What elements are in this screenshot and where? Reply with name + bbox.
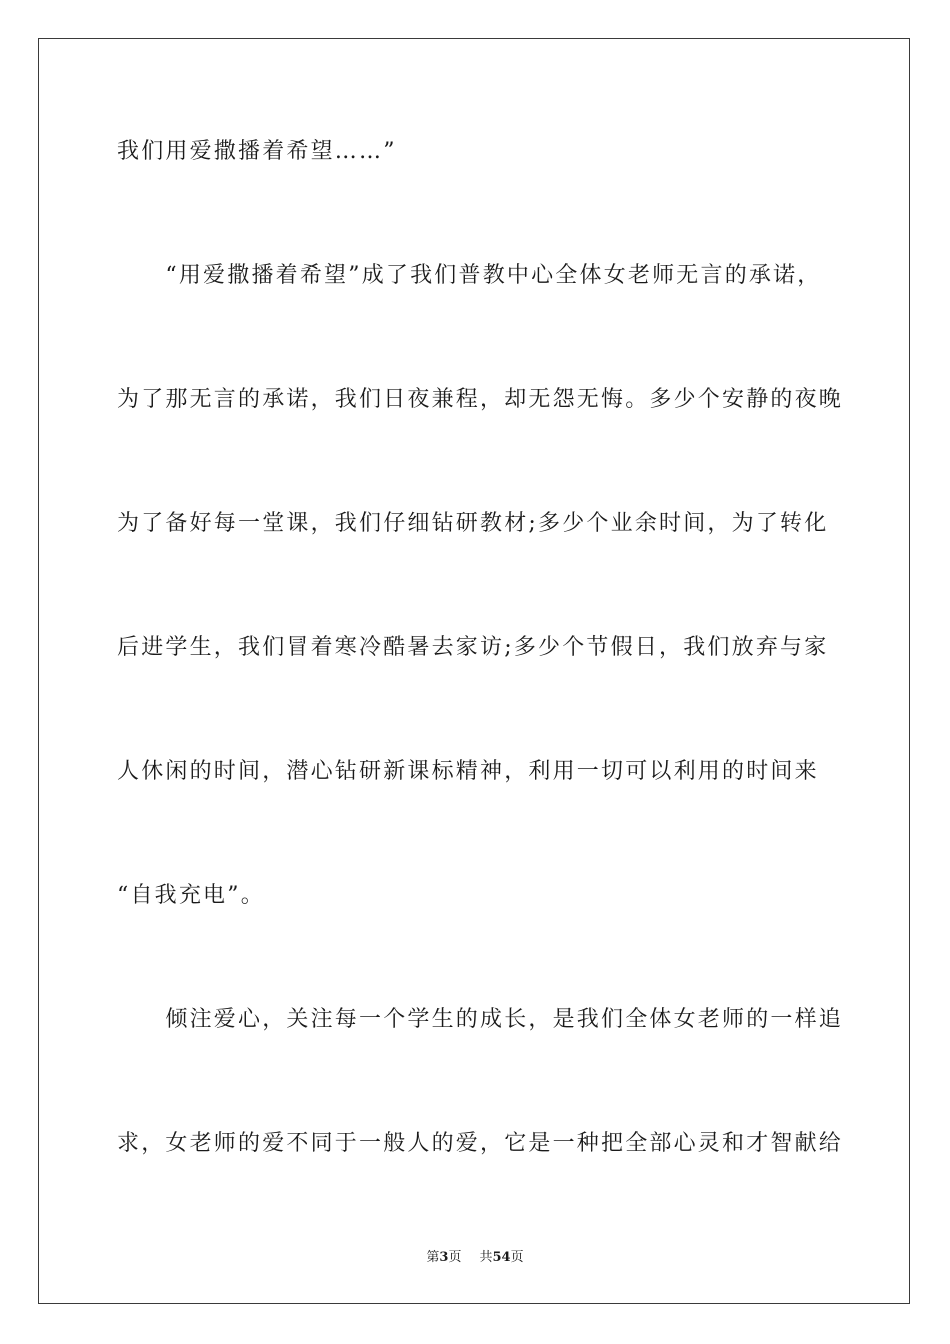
body-text-line-7: “自我充电”。 xyxy=(117,883,265,908)
body-text-line-2: “用爱撒播着希望”成了我们普教中心全体女老师无言的承诺， xyxy=(117,263,822,288)
page-number: 3 xyxy=(439,1250,449,1265)
total-prefix: 共 xyxy=(479,1250,493,1265)
body-text-line-8: 倾注爱心，关注每一个学生的成长，是我们全体女老师的一样追 xyxy=(117,1007,844,1032)
total-suffix: 页 xyxy=(510,1250,524,1265)
page-suffix: 页 xyxy=(448,1250,462,1265)
body-text-line-5: 后进学生，我们冒着寒冷酷暑去家访;多少个节假日，我们放弃与家 xyxy=(117,635,829,660)
body-text-line-1: 我们用爱撒播着希望……” xyxy=(117,139,397,164)
body-text-line-9: 求，女老师的爱不同于一般人的爱，它是一种把全部心灵和才智献给 xyxy=(117,1131,844,1156)
total-pages: 54 xyxy=(492,1250,511,1265)
body-text-line-6: 人休闲的时间，潜心钻研新课标精神，利用一切可以利用的时间来 xyxy=(117,759,819,784)
body-text-line-4: 为了备好每一堂课，我们仔细钻研教材;多少个业余时间，为了转化 xyxy=(117,511,829,536)
page-prefix: 第 xyxy=(426,1250,440,1265)
body-text-line-3: 为了那无言的承诺，我们日夜兼程，却无怨无悔。多少个安静的夜晚 xyxy=(117,387,844,412)
page-footer xyxy=(0,1249,950,1267)
page-border xyxy=(38,38,910,1304)
